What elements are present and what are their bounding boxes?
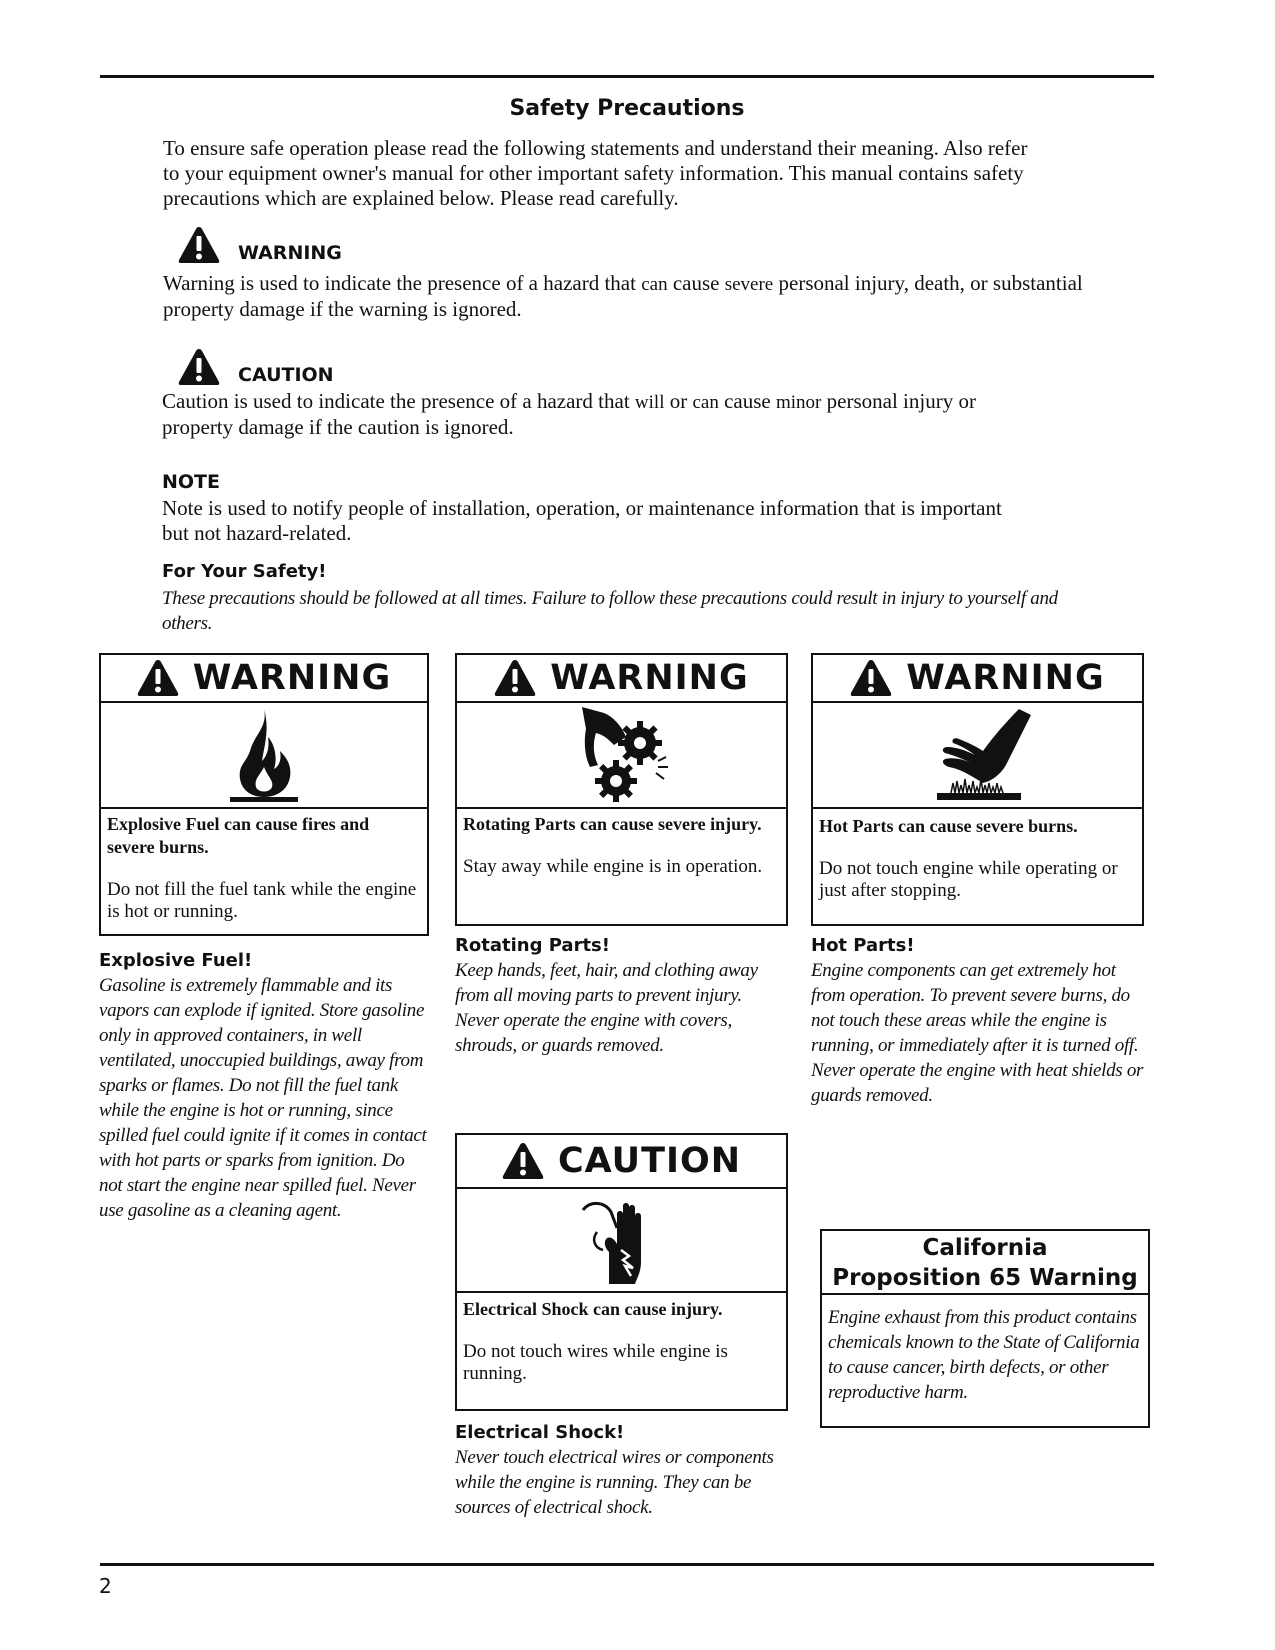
fuel-section	[99, 950, 429, 1223]
safety-label: For Your Safety!	[162, 561, 327, 582]
hot-warning-panel	[811, 653, 1144, 926]
top-rule	[100, 75, 1154, 78]
fuel-warning-panel	[99, 653, 429, 936]
shock-panel-bold-text: Electrical Shock can cause injury.	[463, 1299, 723, 1319]
shock-caution-word: CAUTION	[557, 1141, 742, 1181]
hot-pictogram	[813, 703, 1142, 809]
hot-surface-icon	[923, 707, 1033, 803]
hot-panel-text: Do not touch engine while operating or just after stopping.	[819, 858, 1118, 901]
hot-section-heading: Hot Parts!	[811, 935, 915, 956]
caution-triangle-icon	[502, 1142, 544, 1180]
hot-section-text: Engine components can get extremely hot from operation. To prevent severe burns, do not touch these areas while the engine is running, or immediately after it is turned off. Never operate the engine with heat shields or guards removed.	[811, 960, 1144, 1106]
safety-text: These precautions should be followed at all times. Failure to follow these precautions could result in injury to yourself and others.	[162, 588, 1058, 634]
warning-triangle-icon	[850, 659, 892, 697]
rotating-pictogram	[457, 703, 786, 809]
fuel-warning-header	[101, 655, 427, 703]
warning-triangle-icon	[178, 226, 220, 264]
rotating-section-heading: Rotating Parts!	[455, 935, 610, 956]
fuel-panel-bold-text: Explosive Fuel can cause fires and severe burns.	[107, 814, 370, 857]
shock-caution-panel	[455, 1133, 788, 1411]
intro-paragraph: To ensure safe operation please read the following statements and understand their meaning. Also refer to your equipment owner's manual for other important safety information. This manual contains safety precautions which are explained below. Please read carefully.	[163, 136, 1028, 210]
prop65-text: Engine exhaust from this product contains chemicals known to the State of California to cause cancer, birth defects, or other reproductive harm.	[828, 1307, 1140, 1403]
shock-section	[455, 1422, 800, 1520]
hot-section	[811, 935, 1149, 1108]
electric-shock-icon	[577, 1192, 667, 1288]
rotating-warning-panel	[455, 653, 788, 926]
note-text: Note is used to notify people of installation, operation, or maintenance information that is important but not hazard-related.	[162, 496, 1002, 545]
prop65-title-line2: Proposition 65 Warning	[832, 1265, 1138, 1291]
hot-warning-header	[813, 655, 1142, 703]
shock-caution-header	[457, 1135, 786, 1189]
prop65-title-line1: California	[922, 1235, 1048, 1261]
warning-definition-header	[178, 226, 342, 264]
fuel-section-text: Gasoline is extremely flammable and its vapors can explode if ignited. Store gasoline only in approved containers, in well ventilated, unoccupied buildings, away from sparks or flames. Do not fill the fuel tank while the engine is hot or running, since spilled fuel could ignite if it comes in contact with hot parts or sparks from ignition. Do not start the engine near spilled fuel. Never use gasoline as a cleaning agent.	[99, 975, 427, 1221]
bottom-rule	[100, 1563, 1154, 1566]
caution-label: CAUTION	[238, 364, 334, 386]
shock-section-text: Never touch electrical wires or components while the engine is running. They can be sources of electrical shock.	[455, 1447, 774, 1518]
rotating-panel-text: Stay away while engine is in operation.	[463, 856, 763, 877]
prop65-box	[820, 1229, 1150, 1428]
shock-section-heading: Electrical Shock!	[455, 1422, 625, 1443]
page-number: 2	[99, 1574, 112, 1598]
warning-label: WARNING	[238, 242, 342, 264]
shock-pictogram	[457, 1189, 786, 1293]
fuel-section-heading: Explosive Fuel!	[99, 950, 253, 971]
hot-panel-bold-text: Hot Parts can cause severe burns.	[819, 816, 1078, 836]
warning-definition-text: Warning is used to indicate the presence of a hazard that can cause severe personal injury, death, or substantial property damage if the warning is ignored.	[163, 271, 1083, 321]
rotating-gears-icon	[574, 705, 670, 805]
rotating-warning-header	[457, 655, 786, 703]
flame-icon	[224, 707, 304, 803]
rotating-section	[455, 935, 790, 1058]
rotating-panel-bold-text: Rotating Parts can cause severe injury.	[463, 814, 762, 834]
caution-definition-header	[178, 348, 334, 386]
caution-triangle-icon	[178, 348, 220, 386]
fuel-panel-text: Do not fill the fuel tank while the engine is hot or running.	[107, 879, 417, 922]
rotating-section-text: Keep hands, feet, hair, and clothing away from all moving parts to prevent injury. Never operate the engine with covers, shrouds, or guards removed.	[455, 960, 758, 1056]
prop65-title	[822, 1231, 1148, 1295]
caution-definition-text: Caution is used to indicate the presence of a hazard that will or can cause minor personal injury or property damage if the caution is ignored.	[162, 389, 976, 439]
note-label: NOTE	[162, 471, 220, 493]
fuel-pictogram	[101, 703, 427, 809]
warning-triangle-icon	[494, 659, 536, 697]
fuel-warning-word: WARNING	[192, 658, 392, 698]
shock-panel-text: Do not touch wires while engine is running.	[463, 1341, 728, 1384]
rotating-warning-word: WARNING	[550, 658, 749, 698]
page-title: Safety Precautions	[509, 96, 745, 121]
warning-triangle-icon	[137, 659, 179, 697]
hot-warning-word: WARNING	[906, 658, 1105, 698]
